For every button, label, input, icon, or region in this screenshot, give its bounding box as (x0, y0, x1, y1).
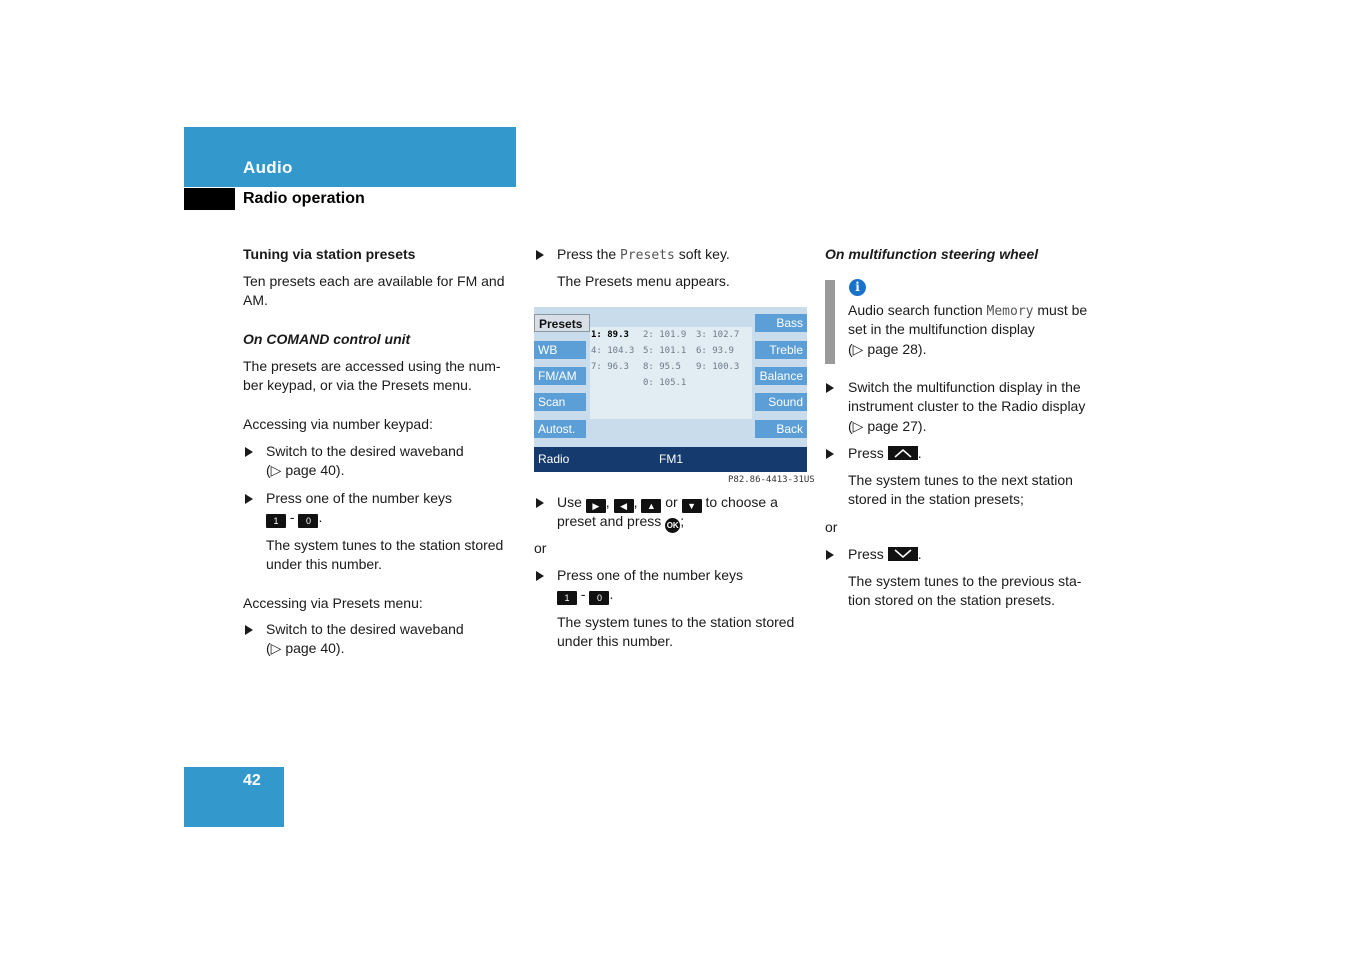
col3-step2-result-2: stored in the station presets; (848, 491, 1024, 507)
presets-grid (590, 327, 752, 419)
bullet-triangle (245, 494, 253, 504)
softkey-autost: Autost. (534, 420, 586, 438)
col3-step3-result-2: tion stored on the station presets. (848, 592, 1056, 608)
preset-3: 3: 102.7 (696, 330, 740, 340)
screen-status-bar (534, 447, 807, 472)
arrow-right-key: ▶ (586, 499, 606, 513)
softkey-fm-am: FM/AM (534, 367, 586, 385)
col1-step3-2: (▷ page 40). (266, 640, 345, 656)
col2-step3-result-1: The system tunes to the station stored (557, 614, 795, 630)
chapter-band (184, 127, 516, 187)
preset-6: 6: 93.9 (696, 346, 734, 356)
col1-para-1: The presets are accessed using the num- (243, 358, 501, 374)
number-keys-range: 1 - 0 . (557, 585, 613, 605)
bullet-triangle (536, 571, 544, 581)
status-band: FM1 (659, 452, 683, 466)
info-line-2: set in the multifunction display (848, 321, 1035, 337)
bullet-triangle (826, 449, 834, 459)
keypad-label: Accessing via number keypad: (243, 416, 433, 432)
col3-step1-1: Switch the multifunction display in the (848, 379, 1081, 395)
preset-4: 4: 104.3 (591, 346, 635, 356)
info-line-3: (▷ page 28). (848, 341, 927, 357)
page-number: 42 (243, 772, 261, 789)
softkey-sound: Sound (755, 393, 807, 411)
presets-softkey-label: Presets (620, 248, 675, 263)
softkey-bass: Bass (755, 314, 807, 332)
col2-step1: Press the Presets soft key. (557, 246, 730, 263)
col1-para-2: ber keypad, or via the Presets menu. (243, 377, 472, 393)
bullet-triangle (826, 550, 834, 560)
softkey-treble: Treble (755, 341, 807, 359)
bullet-triangle (826, 383, 834, 393)
number-key-0: 0 (298, 514, 318, 528)
info-bar (825, 280, 835, 364)
or-divider: or (534, 540, 547, 556)
steering-up-key (888, 446, 918, 460)
steering-down-key (888, 547, 918, 561)
col3-step3: Press . (848, 546, 922, 562)
col1-step2: Press one of the number keys (266, 490, 452, 506)
figure-caption: P82.86-4413-31US (728, 475, 815, 485)
preset-1: 1: 89.3 (591, 330, 629, 340)
col1-step2-result-1: The system tunes to the station stored (266, 537, 504, 553)
col2-step3-result-2: under this number. (557, 633, 673, 649)
softkey-wb: WB (534, 341, 586, 359)
softkey-balance: Balance (755, 367, 807, 385)
col1-intro-1: Ten presets each are available for FM and (243, 273, 505, 289)
col2-step3: Press one of the number keys (557, 567, 743, 583)
info-icon: i (849, 279, 866, 296)
softkey-back: Back (755, 420, 807, 438)
radio-presets-screen (534, 307, 807, 472)
col1-intro-2: AM. (243, 292, 268, 308)
col2-step2: Use ▶ , ◀ , ▲ or ▼ to choose a (557, 494, 778, 511)
bullet-triangle (245, 447, 253, 457)
or-divider: or (825, 519, 838, 535)
col2-step2-line2: preset and press OK ; (557, 512, 684, 533)
section-title: Radio operation (243, 190, 365, 207)
preset-2: 2: 101.9 (643, 330, 687, 340)
col3-step2-result-1: The system tunes to the next station (848, 472, 1073, 488)
col1-step2-result-2: under this number. (266, 556, 382, 572)
section-tab (184, 188, 235, 210)
preset-5: 5: 101.1 (643, 346, 687, 356)
number-key-1: 1 (557, 591, 577, 605)
arrow-left-key: ◀ (614, 499, 634, 513)
col3-step1-3: (▷ page 27). (848, 418, 927, 434)
softkey-presets: Presets (534, 314, 590, 332)
col1-step1-1: Switch to the desired waveband (266, 443, 464, 459)
col2-step1-result: The Presets menu appears. (557, 273, 730, 289)
bullet-triangle (245, 625, 253, 635)
number-keys-range: 1 - 0 . (266, 508, 322, 528)
arrow-down-key: ▼ (682, 499, 702, 513)
chapter-title: Audio (243, 158, 293, 177)
status-radio: Radio (538, 452, 570, 466)
col3-subheading: On multifunction steering wheel (825, 246, 1039, 262)
number-key-1: 1 (266, 514, 286, 528)
menu-label: Accessing via Presets menu: (243, 595, 423, 611)
arrow-up-key: ▲ (641, 499, 661, 513)
range-dash: - (580, 586, 586, 602)
preset-0: 0: 105.1 (643, 378, 687, 388)
softkey-scan: Scan (534, 393, 586, 411)
preset-7: 7: 96.3 (591, 362, 629, 372)
col1-heading: Tuning via station presets (243, 246, 416, 262)
col1-step1-2: (▷ page 40). (266, 462, 345, 478)
col3-step3-result-1: The system tunes to the previous sta- (848, 573, 1082, 589)
preset-8: 8: 95.5 (643, 362, 681, 372)
col3-step1-2: instrument cluster to the Radio display (848, 398, 1086, 414)
col1-step3-1: Switch to the desired waveband (266, 621, 464, 637)
ok-key: OK (665, 518, 680, 533)
number-key-0: 0 (589, 591, 609, 605)
bullet-triangle (536, 250, 544, 260)
page-number-band (184, 767, 284, 827)
bullet-triangle (536, 498, 544, 508)
preset-9: 9: 100.3 (696, 362, 740, 372)
memory-function-label: Memory (986, 304, 1034, 319)
col3-step2: Press . (848, 445, 922, 461)
col1-subheading: On COMAND control unit (243, 331, 411, 347)
range-dash: - (289, 509, 295, 525)
info-line-1: Audio search function Memory must be (848, 302, 1088, 319)
